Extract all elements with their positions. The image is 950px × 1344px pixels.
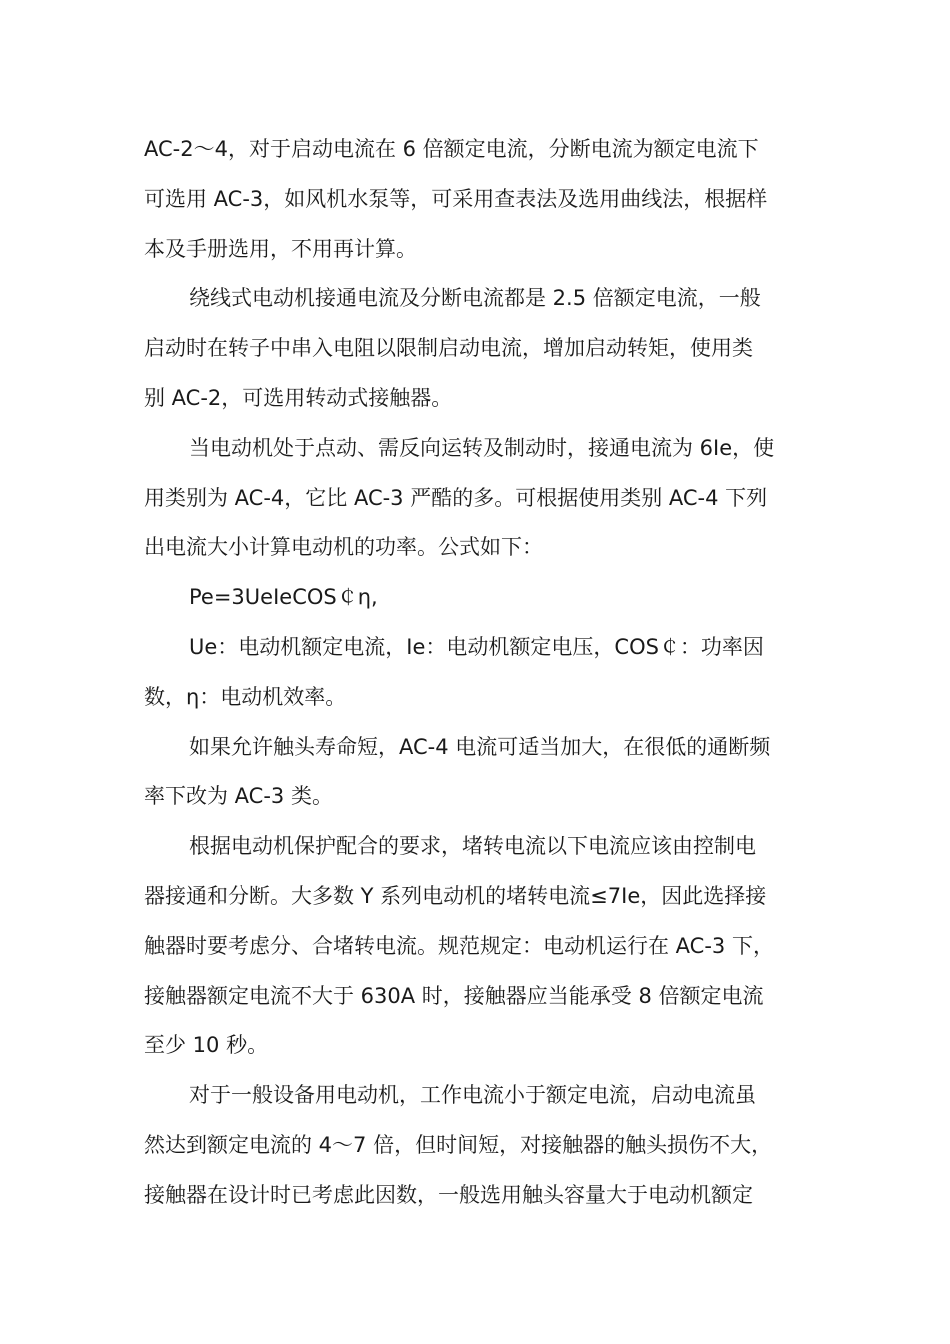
paragraph-1 bbox=[144, 125, 806, 274]
formula-legend-paragraph bbox=[144, 623, 806, 723]
text-line: 启动时在转子中串入电阻以限制启动电流，增加启动转矩，使用类 bbox=[144, 336, 753, 361]
paragraph-8 bbox=[144, 1071, 806, 1220]
text-line: 接触器额定电流不大于 630A 时，接触器应当能承受 8 倍额定电流 bbox=[144, 983, 764, 1008]
formula-line: Pe=3UeIeCOS￠η, bbox=[189, 585, 378, 610]
text-line: 当电动机处于点动、需反向运转及制动时，接通电流为 6Ie，使 bbox=[189, 435, 775, 460]
text-line: 率下改为 AC-3 类。 bbox=[144, 784, 333, 809]
document-body bbox=[144, 125, 806, 1221]
formula-paragraph bbox=[144, 573, 806, 623]
text-line: 别 AC-2，可选用转动式接触器。 bbox=[144, 385, 453, 410]
paragraph-2 bbox=[144, 274, 806, 423]
text-line: 用类别为 AC-4，它比 AC-3 严酷的多。可根据使用类别 AC-4 下列 bbox=[144, 485, 768, 510]
paragraph-7 bbox=[144, 822, 806, 1071]
text-line: 数，η：电动机效率。 bbox=[144, 684, 347, 709]
text-line: 对于一般设备用电动机，工作电流小于额定电流，启动电流虽 bbox=[189, 1083, 756, 1108]
text-line: 至少 10 秒。 bbox=[144, 1033, 269, 1058]
text-line: 然达到额定电流的 4～7 倍，但时间短，对接触器的触头损伤不大， bbox=[144, 1132, 773, 1157]
text-line: 可选用 AC-3，如风机水泵等，可采用查表法及选用曲线法，根据样 bbox=[144, 186, 768, 211]
text-line: 本及手册选用，不用再计算。 bbox=[144, 236, 417, 261]
text-line: 根据电动机保护配合的要求，堵转电流以下电流应该由控制电 bbox=[189, 834, 756, 859]
text-line: Ue：电动机额定电流，Ie：电动机额定电压，COS￠：功率因 bbox=[189, 634, 764, 659]
text-line: 绕线式电动机接通电流及分断电流都是 2.5 倍额定电流，一般 bbox=[189, 286, 761, 311]
text-line: 接触器在设计时已考虑此因数，一般选用触头容量大于电动机额定 bbox=[144, 1182, 753, 1207]
paragraph-3 bbox=[144, 424, 806, 573]
text-line: 如果允许触头寿命短，AC-4 电流可适当加大，在很低的通断频 bbox=[189, 734, 771, 759]
text-line: 器接通和分断。大多数 Y 系列电动机的堵转电流≤7Ie，因此选择接 bbox=[144, 883, 767, 908]
text-line: 触器时要考虑分、合堵转电流。规范规定：电动机运行在 AC-3 下， bbox=[144, 933, 774, 958]
paragraph-6 bbox=[144, 723, 806, 823]
text-line: 出电流大小计算电动机的功率。公式如下： bbox=[144, 535, 543, 560]
text-line: AC-2～4，对于启动电流在 6 倍额定电流，分断电流为额定电流下 bbox=[144, 137, 759, 161]
